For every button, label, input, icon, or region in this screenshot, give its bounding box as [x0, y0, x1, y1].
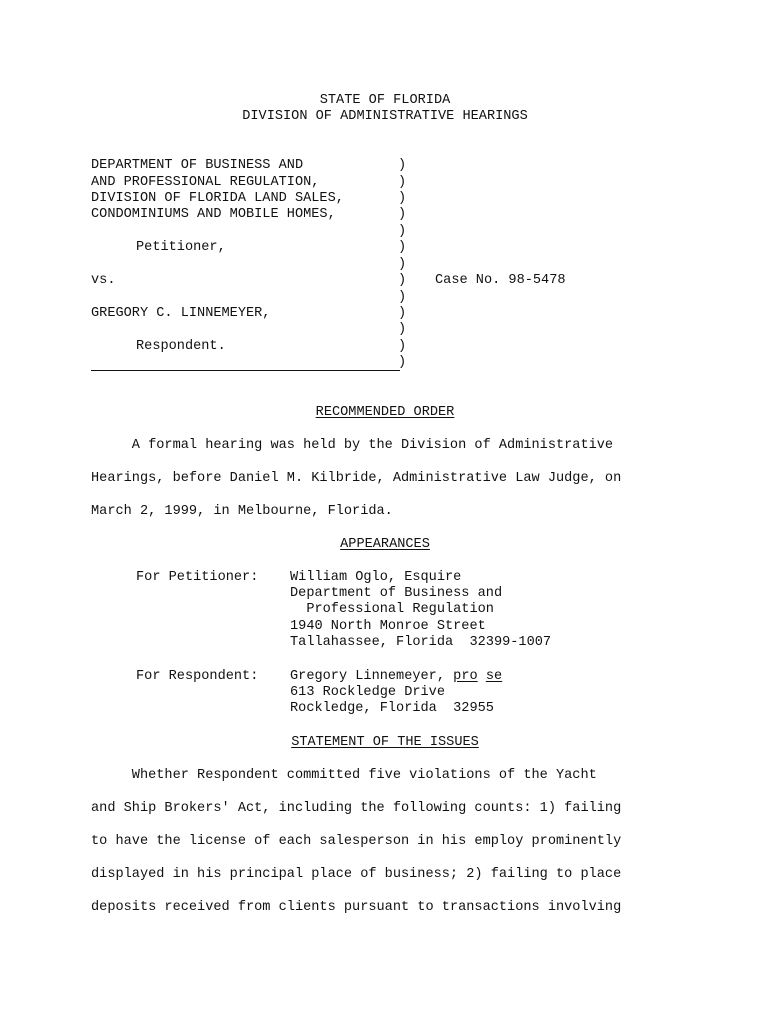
caption-paren: ) [398, 158, 407, 173]
issues-line-5: deposits received from clients pursuant to transactions involving [91, 900, 622, 915]
petitioner-role: Petitioner, [136, 240, 226, 255]
caption-paren: ) [398, 240, 407, 255]
respondent-counsel-label: For Respondent: [136, 669, 259, 684]
caption-paren: ) [398, 290, 407, 305]
respondent-counsel-name: Gregory Linnemeyer, [290, 669, 445, 684]
division-heading: DIVISION OF ADMINISTRATIVE HEARINGS [242, 109, 528, 124]
caption-paren: ) [398, 191, 407, 206]
petitioner-line-4: CONDOMINIUMS AND MOBILE HOMES, [91, 207, 336, 222]
petitioner-counsel-line-2: Department of Business and [290, 586, 503, 601]
petitioner-line-1: DEPARTMENT OF BUSINESS AND [91, 158, 304, 173]
state-heading: STATE OF FLORIDA [319, 93, 451, 108]
order-line-1: A formal hearing was held by the Division of Administrative [91, 438, 614, 453]
respondent-address-line-2: Rockledge, Florida 32955 [290, 701, 494, 716]
issues-line-2: and Ship Brokers' Act, including the following counts: 1) failing [91, 801, 622, 816]
petitioner-line-3: DIVISION OF FLORIDA LAND SALES, [91, 191, 344, 206]
caption-paren: ) [398, 175, 407, 190]
caption-paren: ) [398, 257, 407, 272]
caption-paren: ) [398, 207, 407, 222]
issues-line-4: displayed in his principal place of business; 2) failing to place [91, 867, 622, 882]
issues-line-3: to have the license of each salesperson in his employ prominently [91, 834, 622, 849]
case-number: Case No. 98-5478 [435, 273, 566, 288]
se-text: se [485, 669, 503, 684]
caption-paren: ) [398, 339, 407, 354]
order-line-2: Hearings, before Daniel M. Kilbride, Administrative Law Judge, on [91, 471, 622, 486]
issues-title: STATEMENT OF THE ISSUES [291, 735, 479, 750]
respondent-name: GREGORY C. LINNEMEYER, [91, 306, 271, 321]
petitioner-counsel-line-5: Tallahassee, Florida 32399-1007 [290, 635, 552, 650]
caption-paren: ) [398, 224, 407, 239]
versus: vs. [91, 273, 116, 288]
pro-text: pro [453, 669, 478, 684]
petitioner-counsel-label: For Petitioner: [136, 570, 259, 585]
petitioner-line-2: AND PROFESSIONAL REGULATION, [91, 175, 320, 190]
caption-paren: ) [398, 306, 407, 321]
order-line-3: March 2, 1999, in Melbourne, Florida. [91, 504, 393, 519]
caption-paren: ) [398, 273, 407, 288]
caption-paren: ) [398, 355, 407, 370]
petitioner-counsel-line-3: Professional Regulation [290, 602, 494, 617]
appearances-title: APPEARANCES [340, 537, 430, 552]
issues-line-1: Whether Respondent committed five violations of the Yacht [91, 768, 597, 783]
respondent-role: Respondent. [136, 339, 226, 354]
petitioner-counsel-line-1: William Oglo, Esquire [290, 570, 462, 585]
petitioner-counsel-line-4: 1940 North Monroe Street [290, 619, 486, 634]
recommended-order-title: RECOMMENDED ORDER [315, 405, 455, 420]
caption-paren: ) [398, 322, 407, 337]
respondent-counsel-name-line [290, 669, 502, 685]
caption-rule [91, 370, 400, 371]
respondent-address-line-1: 613 Rockledge Drive [290, 685, 445, 700]
